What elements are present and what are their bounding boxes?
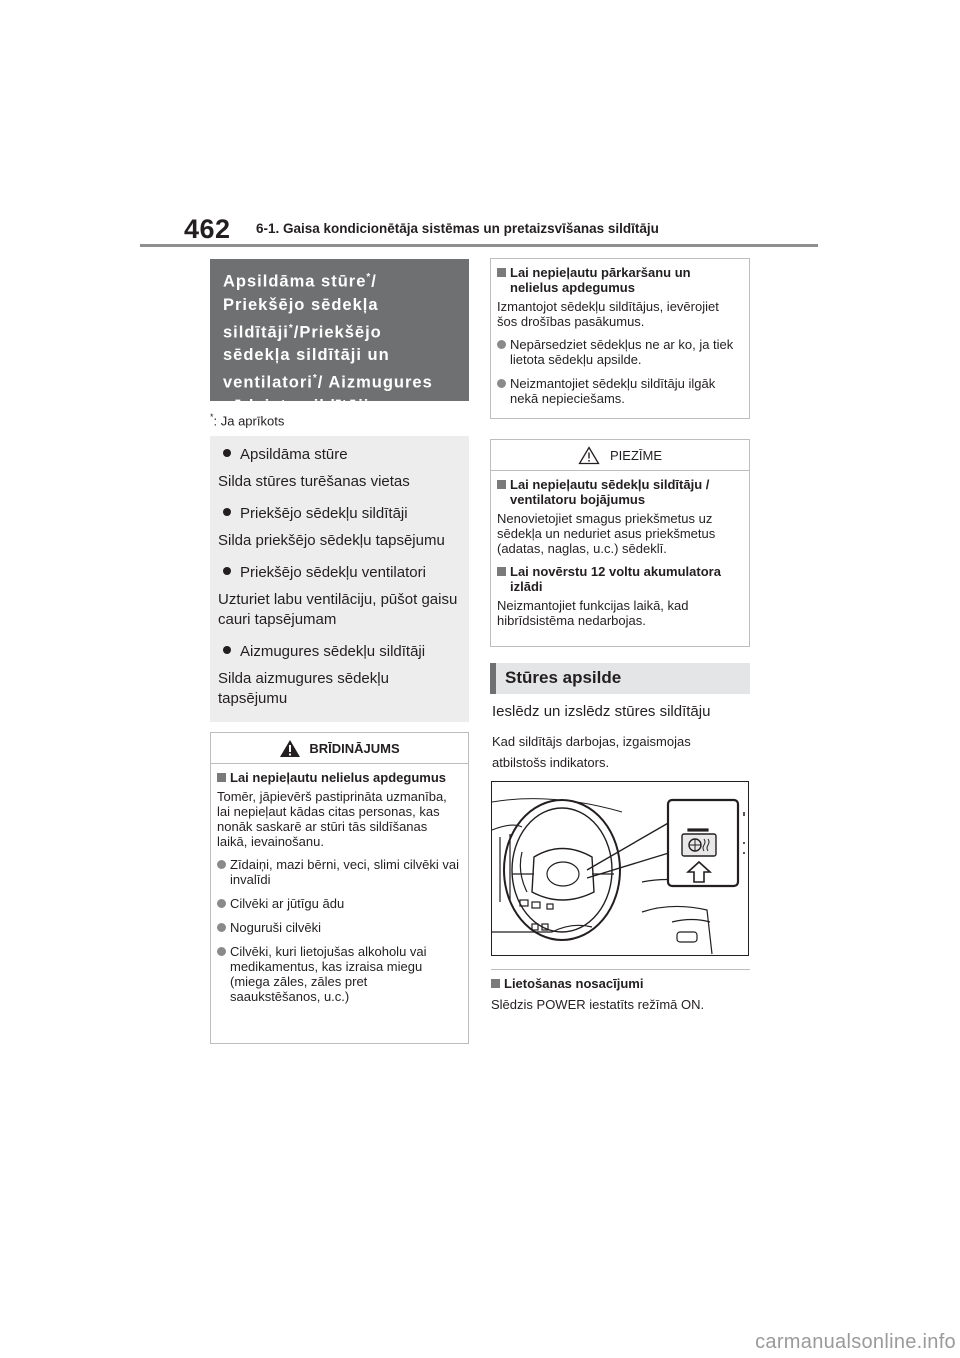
- section-main-text: Ieslēdz un izslēdz stūres sildītāju: [492, 703, 711, 720]
- divider: [491, 969, 750, 970]
- bullet-dot: [497, 379, 506, 388]
- overheat-box: [490, 258, 750, 419]
- square-bullet: [497, 480, 506, 489]
- square-bullet: [217, 773, 226, 782]
- feature-title: Priekšējo sēdekļu ventilatori: [218, 563, 461, 582]
- warning-header: [211, 733, 468, 764]
- feature-description: Silda aizmugures sēdekļu tapsējumu: [218, 670, 389, 707]
- header-divider: [140, 244, 818, 247]
- square-bullet: [491, 979, 500, 988]
- list-item: Nepārsedziet sēdekļus ne ar ko, ja tiek lietota sēdekļu apsilde.: [497, 337, 741, 367]
- usage-subtitle: Lietošanas nosacījumi: [491, 976, 750, 991]
- warning-label: BRĪDINĀJUMS: [309, 740, 400, 756]
- section-title-box: [210, 259, 469, 415]
- feature-title: Priekšējo sēdekļu sildītāji: [218, 504, 461, 523]
- notice-text: Nenovietojiet smagus priekšmetus uz sēdekļa un neduriet asus priekšmetus (adatas, naglas, u.c.) sēdeklī.: [497, 511, 716, 556]
- list-item: Zīdaiņi, mazi bērni, veci, slimi cilvēki vai invalīdi: [217, 857, 460, 887]
- title-line-6: sēdvietu sildītāji: [223, 396, 370, 415]
- feature-description: Uzturiet labu ventilāciju, pūšot gaisu cauri tapsējumam: [218, 591, 458, 628]
- chapter-title: 6-1. Gaisa kondicionētāja sistēmas un pretaizsvīšanas sildītāju: [256, 221, 659, 236]
- title-line-4: sēdekļa sildītāji un: [223, 346, 390, 364]
- notice-box: [490, 439, 750, 647]
- bullet-dot: [217, 923, 226, 932]
- bullet-dot: [217, 947, 226, 956]
- warning-box: [210, 732, 469, 1044]
- caution-icon: [578, 446, 600, 465]
- usage-text: Slēdzis POWER iestatīts režīmā ON.: [491, 997, 705, 1012]
- page-number: 462: [184, 214, 231, 244]
- list-item: Neizmantojiet sēdekļu sildītāju ilgāk nekā nepieciešams.: [497, 376, 741, 406]
- bullet-dot: [223, 508, 231, 516]
- bullet-dot: [217, 899, 226, 908]
- dashboard-drawing: [492, 782, 748, 955]
- notice-subtitle: Lai novērstu 12 voltu akumulatora izlādi: [497, 564, 741, 594]
- title-line-5: ventilatori*/ Aizmugures: [223, 373, 433, 392]
- list-item: Cilvēki, kuri lietojušas alkoholu vai medikamentus, kas izraisa miegu (miega zāles, zāles pret saaukstēšanos, u.c.): [217, 944, 460, 1004]
- list-item: Noguruši cilvēki: [217, 920, 460, 935]
- bullet-dot: [497, 340, 506, 349]
- bullet-dot: [217, 860, 226, 869]
- notice-header: [491, 440, 749, 471]
- title-line-2: Priekšējo sēdekļa: [223, 295, 379, 314]
- watermark: carmanualsonline.info: [755, 1331, 956, 1353]
- feature-description: Silda priekšējo sēdekļu tapsējumu: [218, 532, 445, 549]
- title-line-3: sildītāji*/Priekšējo: [223, 322, 382, 341]
- overheat-text: Izmantojot sēdekļu sildītājus, ievērojiet šos drošības pasākumus.: [497, 299, 719, 329]
- notice-subtitle: Lai nepieļautu sēdekļu sildītāju / ventilatoru bojājumus: [497, 477, 741, 507]
- warning-icon: [279, 739, 301, 758]
- list-item: Cilvēki ar jūtīgu ādu: [217, 896, 460, 911]
- warning-text: Tomēr, jāpievērš pastiprināta uzmanība, lai nepieļaut kādas citas personas, kas nonāk saskarē ar stūri tās sildīšanas laikā, ievainošanu.: [217, 789, 447, 849]
- bullet-dot: [223, 567, 231, 575]
- bullet-dot: [223, 449, 231, 457]
- steering-wheel-illustration: [491, 781, 749, 956]
- section-description: Kad sildītājs darbojas, izgaismojas atbilstošs indikators.: [492, 734, 691, 770]
- square-bullet: [497, 567, 506, 576]
- section-heading: Stūres apsilde: [490, 663, 750, 694]
- square-bullet: [497, 268, 506, 277]
- feature-description: Silda stūres turēšanas vietas: [218, 473, 410, 490]
- notice-label: PIEZĪME: [609, 447, 662, 463]
- footnote: *: Ja aprīkots: [210, 412, 285, 429]
- feature-title: Aizmugures sēdekļu sildītāji: [218, 642, 461, 661]
- warning-subtitle: Lai nepieļautu nelielus apdegumus: [217, 770, 460, 785]
- bullet-dot: [223, 646, 231, 654]
- overheat-subtitle: Lai nepieļautu pārkaršanu un nelielus apdegumus: [497, 265, 741, 295]
- features-panel: [210, 436, 469, 722]
- feature-title: Apsildāma stūre: [218, 445, 461, 464]
- notice-text: Neizmantojiet funkcijas laikā, kad hibrīdsistēma nedarbojas.: [497, 598, 689, 628]
- title-line-1: Apsildāma stūre*/: [223, 272, 377, 291]
